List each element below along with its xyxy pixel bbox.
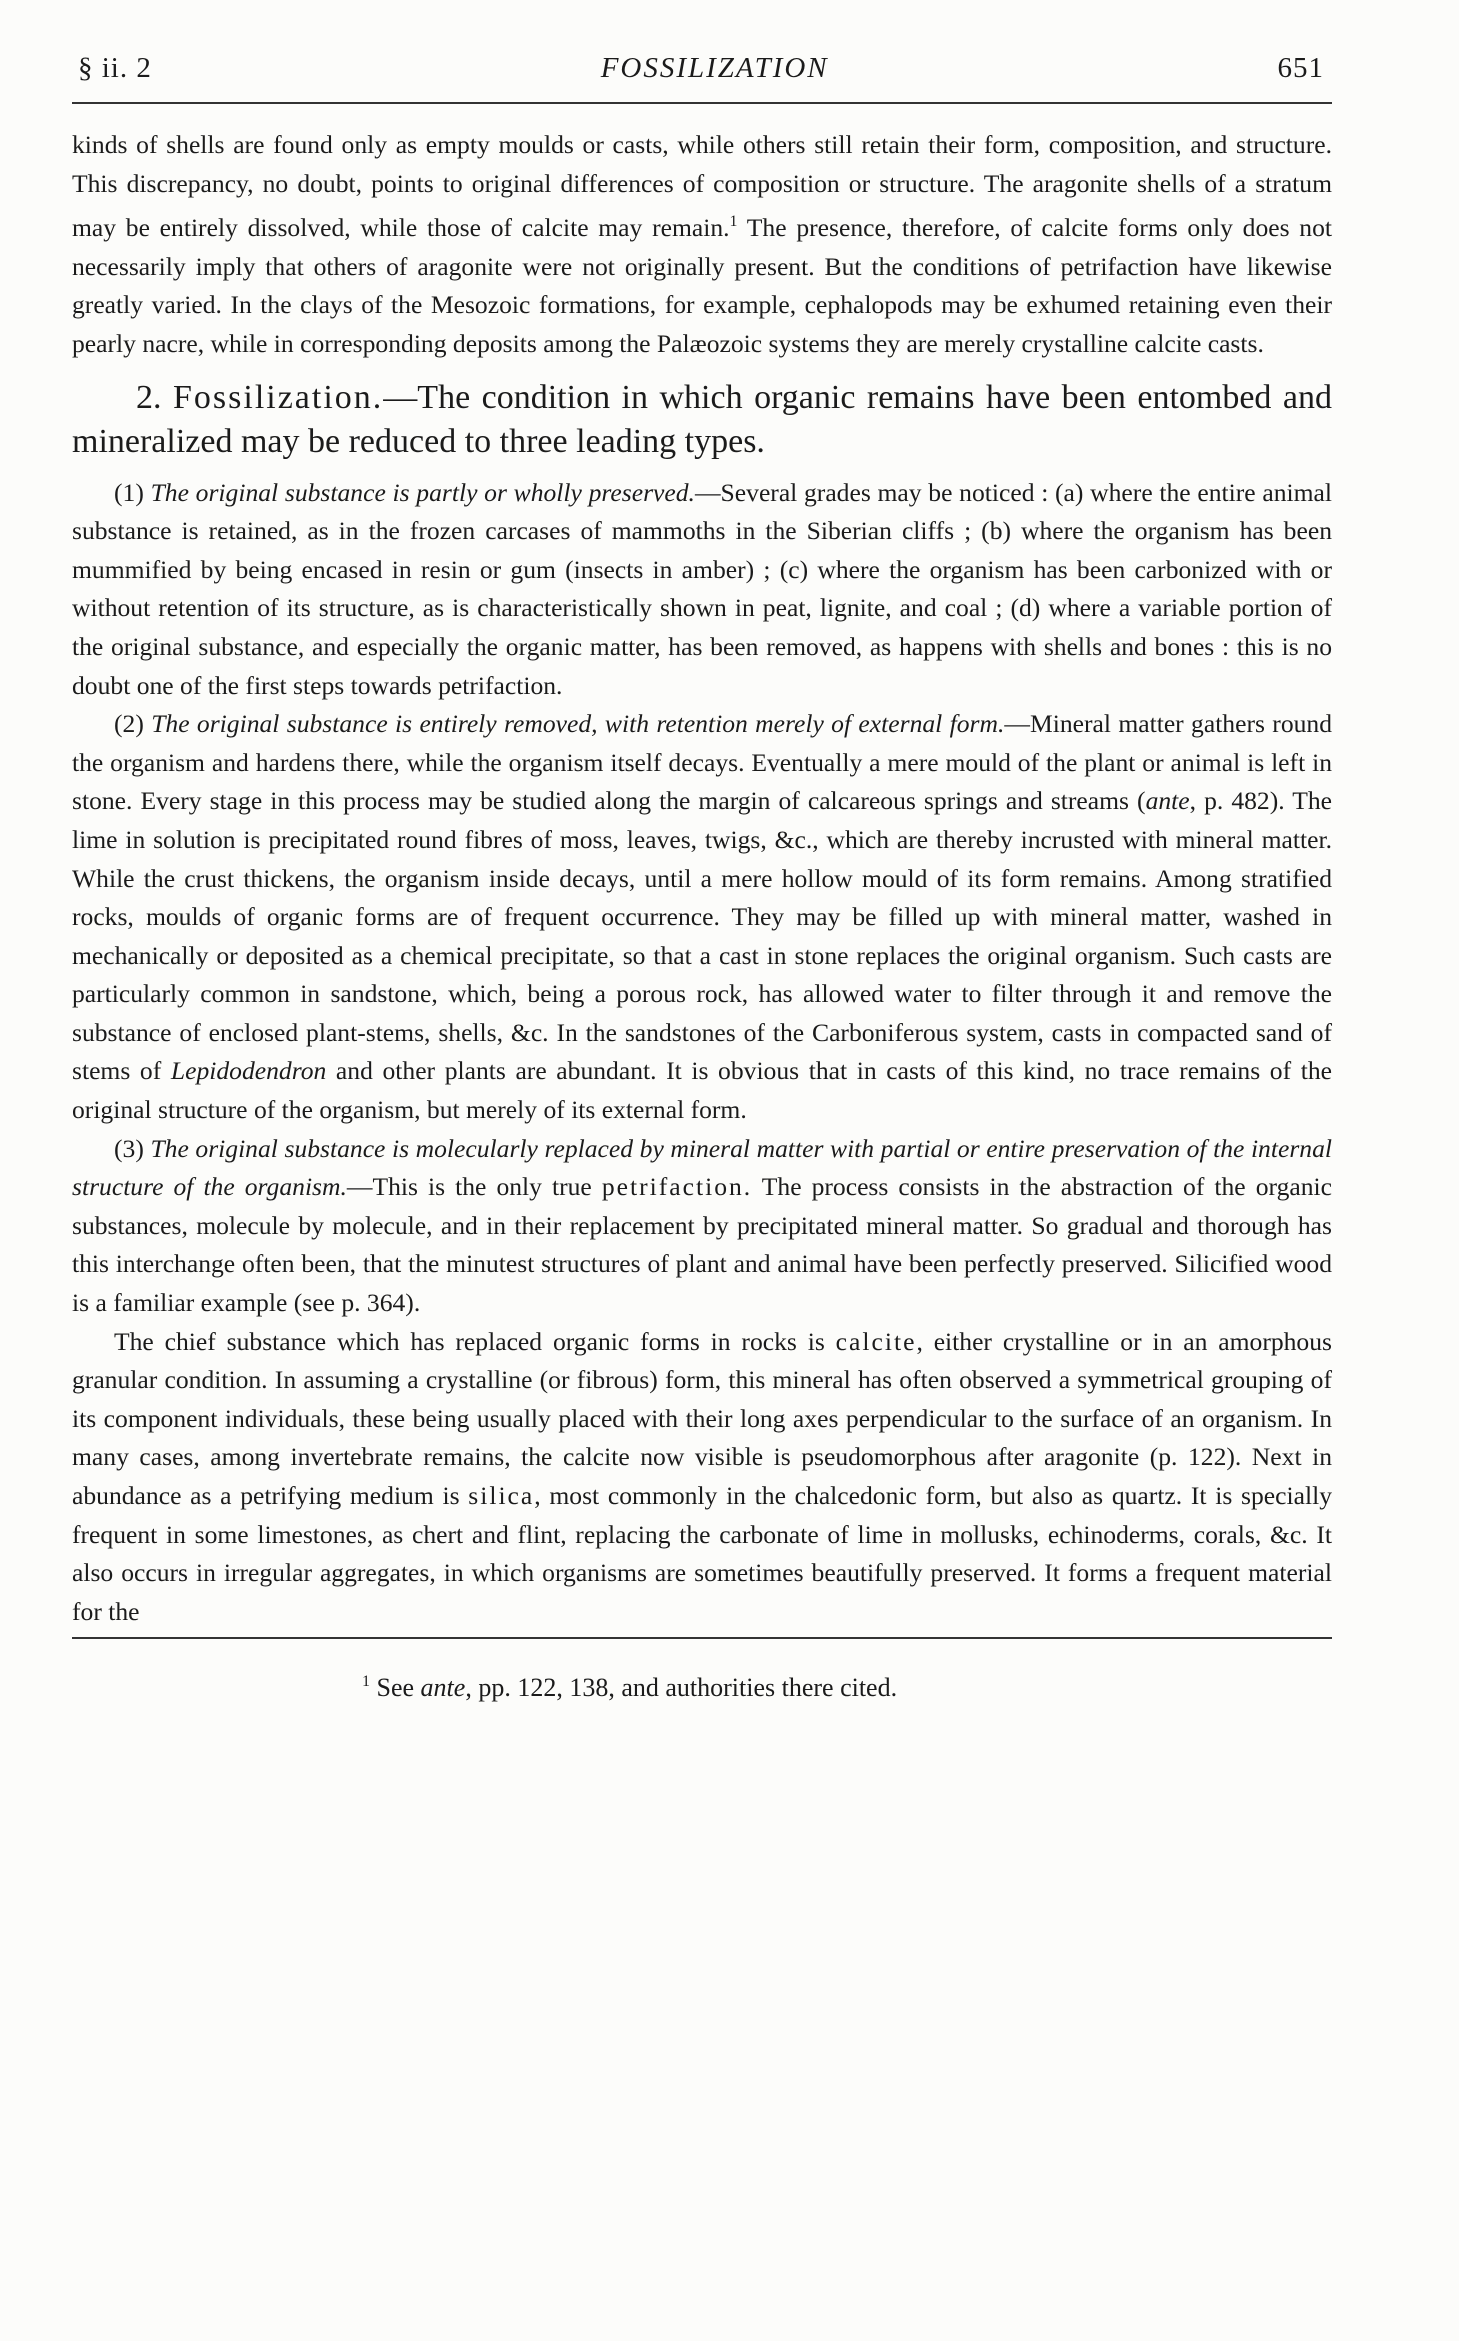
book-page [72,52,1332,1705]
term-petrifaction: petrifaction. [601,1172,753,1202]
type-3-heading: The original substance is molecularly replaced by mineral matter with partial or entire preservation of the internal structure of the organism. [72,1133,1332,1202]
type-1-paragraph: (1) The original substance is partly or wholly preserved.—Several grades may be noticed : (a) where the entire animal substance is retained, as in the frozen carcases of mammoths in the Siberian cliffs ; (b) where the organism has been mummified by being encased in resin or gum (insects in amber) ; (c) where the organism has been carbonized with or without retention of its structure, as is characteristically shown in peat, lignite, and coal ; (d) where a variable portion of the original substance, and especially the organic matter, has been removed, as happens with shells and bones : this is no doubt one of the first steps towards petrifaction. [72,477,1332,700]
final-paragraph: The chief substance which has replaced organic forms in rocks is calcite, either crystalline or in an amorphous granular condition. In assuming a crystalline (or fibrous) form, this mineral has often observed a symmetrical grouping of its component individuals, these being usually placed with their long axes perpendicular to the surface of an organism. In many cases, among invertebrate remains, the calcite now visible is pseudomorphous after aragonite (p. 122). Next in abundance as a petrifying medium is silica, most commonly in the chalcedonic form, but also as quartz. It is specially frequent in some limestones, as chert and flint, replacing the carbonate of lime in mollusks, echinoderms, corals, &c. It also occurs in irregular aggregates, in which organisms are sometimes beautifully preserved. It forms a frequent material for the [72,1326,1332,1626]
footnote-rule [72,1637,1332,1639]
type-1-heading: The original substance is partly or wholly preserved. [150,477,695,507]
section-title: Fossilization. [173,378,384,416]
header-rule [72,102,1332,104]
page-number: 651 [1277,52,1324,84]
type-3-paragraph: (3) The original substance is molecularly replaced by mineral matter with partial or entire preservation of the internal structure of the organism.—This is the only true petrifaction. The process consists in the abstraction of the organic substances, molecule by molecule, and in their replacement by precipitated mineral matter. So gradual and thorough has this interchange often been, that the minutest structures of plant and animal have been perfectly preserved. Silicified wood is a familiar example (see p. 364). [72,1133,1332,1318]
running-head [72,52,1332,98]
footnote-mark: 1 [362,1673,370,1691]
term-silica: silica [468,1481,535,1510]
page-body [72,126,1332,1631]
genus-name: Lepidodendron [170,1056,327,1086]
type-2-heading: The original substance is entirely removed, with retention merely of external form. [151,709,1005,739]
section-heading [72,376,1332,464]
type-2-paragraph: (2) The original substance is entirely removed, with retention merely of external form.—Mineral matter gathers round the organism and hardens there, while the organism itself decays. Eventually a mere mould of the plant or animal is left in stone. Every stage in this process may be studied along the margin of calcareous springs and streams (ante, p. 482). The lime in solution is precipitated round fibres of moss, leaves, twigs, &c., which are thereby incrusted with mineral matter. While the crust thickens, the organism inside decays, until a mere hollow mould of its form remains. Among stratified rocks, moulds of organic forms are of frequent occurrence. They may be filled up with mineral matter, washed in mechanically or deposited as a chemical precipitate, so that a cast in stone replaces the original organism. Such casts are particularly common in sandstone, which, being a porous rock, has allowed water to filter through it and remove the substance of enclosed plant-stems, shells, &c. In the sandstones of the Carboniferous system, casts in compacted sand of stems of Lepidodendron and other plants are abundant. It is obvious that in casts of this kind, no trace remains of the original structure of the organism, but merely of its external form. [72,709,1333,1125]
section-intro: —The condition in which organic remains have been entombed and mineralized may be reduced to three leading types. [72,378,1333,460]
section-number: 2. [136,378,162,416]
term-calcite: calcite [835,1326,917,1356]
section-reference: § ii. 2 [78,52,152,84]
intro-paragraph: kinds of shells are found only as empty moulds or casts, while others still retain their form, composition, and structure. This discrepancy, no doubt, points to original differences of composition or structure. The aragonite shells of a stratum may be entirely dissolved, while those of calcite may remain.$^1$ The presence, therefore, of calcite forms only does not necessarily imply that others of aragonite were not originally present. But the conditions of petrifaction have likewise greatly varied. In the clays of the Mesozoic formations, for example, cephalopods may be exhumed retaining even their pearly nacre, while in corresponding deposits among the Palæozoic systems they are merely crystalline calcite casts. [72,130,1332,358]
footnote-reference: 1 [729,213,738,231]
page-title: FOSSILIZATION [600,52,829,84]
footnote: $^1$ See ante, pp. 122, 138, and authorities there cited. [362,1673,898,1703]
